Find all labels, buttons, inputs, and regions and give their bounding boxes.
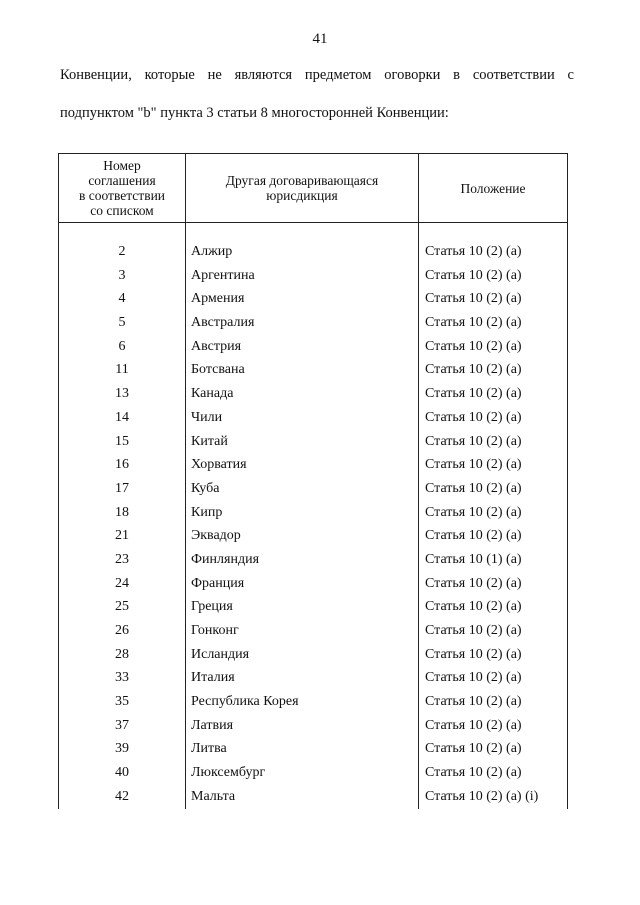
header-other-jurisdiction [186, 154, 418, 222]
provision-cell: Статья 10 (1) (a) [425, 551, 522, 567]
jurisdiction-cell: Мальта [191, 788, 236, 804]
header-provision [419, 154, 567, 222]
agreement-number-cell: 33 [115, 670, 129, 686]
jurisdiction-cell: Люксембург [191, 765, 266, 781]
header-divider [59, 222, 567, 223]
jurisdiction-cell: Греция [191, 599, 233, 615]
jurisdiction-cell: Финляндия [191, 551, 260, 567]
table-row [59, 690, 567, 714]
table-row [59, 785, 567, 809]
table-row [59, 240, 567, 264]
provision-cell: Статья 10 (2) (a) [425, 741, 522, 757]
agreement-number-cell: 13 [115, 386, 129, 402]
agreement-number-cell: 5 [118, 315, 126, 331]
agreement-number-cell: 15 [115, 433, 129, 449]
header-line: соглашения [88, 173, 156, 188]
header-line: юрисдикция [266, 188, 338, 203]
table-row [59, 453, 567, 477]
agreement-number-cell: 37 [115, 717, 129, 733]
header-agreement-number [59, 154, 185, 222]
jurisdiction-cell: Австрия [191, 338, 242, 354]
table-row [59, 761, 567, 785]
agreement-number-cell: 26 [115, 623, 129, 638]
provision-cell: Статья 10 (2) (a) [425, 575, 522, 591]
provision-cell: Статья 10 (2) (a) [425, 670, 522, 686]
jurisdiction-cell: Ботсвана [191, 362, 245, 378]
provision-cell: Статья 10 (2) (a) [425, 386, 522, 402]
agreement-number-cell: 35 [115, 694, 129, 710]
conventions-table [58, 153, 568, 809]
agreement-number-cell: 11 [115, 362, 129, 378]
header-line: Положение [460, 180, 526, 196]
table-row [59, 714, 567, 738]
jurisdiction-cell: Литва [191, 741, 227, 757]
table-row [59, 477, 567, 501]
intro-text-line-1: Конвенции, которые не являются предметом оговорки в соответствии с [60, 67, 574, 83]
table-row [59, 287, 567, 311]
table-row [59, 406, 567, 430]
provision-cell: Статья 10 (2) (a) (i) [425, 788, 539, 804]
jurisdiction-cell: Эквадор [191, 528, 241, 544]
provision-cell: Статья 10 (2) (a) [425, 433, 522, 449]
agreement-number-cell: 42 [115, 788, 129, 804]
jurisdiction-cell: Хорватия [191, 457, 247, 473]
agreement-number-cell: 40 [115, 765, 129, 781]
table-row [59, 643, 567, 667]
jurisdiction-cell: Алжир [191, 244, 233, 259]
jurisdiction-cell: Армения [191, 291, 245, 307]
jurisdiction-cell: Республика Корея [191, 694, 299, 710]
agreement-number-cell: 4 [118, 291, 126, 307]
jurisdiction-cell: Латвия [191, 717, 234, 733]
table-row [59, 666, 567, 690]
provision-cell: Статья 10 (2) (a) [425, 409, 522, 425]
provision-cell: Статья 10 (2) (a) [425, 717, 522, 733]
jurisdiction-cell: Кипр [191, 504, 223, 520]
table-row [59, 358, 567, 382]
provision-cell: Статья 10 (2) (a) [425, 315, 522, 331]
provision-cell: Статья 10 (2) (a) [425, 694, 522, 710]
table-row [59, 382, 567, 406]
agreement-number-cell: 23 [115, 551, 129, 567]
jurisdiction-cell: Франция [191, 575, 245, 591]
provision-cell: Статья 10 (2) (a) [425, 338, 522, 354]
provision-cell: Статья 10 (2) (a) [425, 457, 522, 473]
provision-cell: Статья 10 (2) (a) [425, 362, 522, 378]
agreement-number-cell: 17 [115, 480, 129, 496]
table-row [59, 501, 567, 525]
table-row [59, 737, 567, 761]
agreement-number-cell: 25 [115, 599, 129, 615]
intro-text-line-2: подпунктом "b" пункта 3 статьи 8 многосторонней Конвенции: [60, 105, 449, 121]
jurisdiction-cell: Китай [191, 433, 228, 449]
provision-cell: Статья 10 (2) (a) [425, 267, 522, 283]
agreement-number-cell: 3 [118, 267, 126, 283]
jurisdiction-cell: Аргентина [191, 267, 255, 283]
agreement-number-cell: 24 [115, 575, 129, 591]
jurisdiction-cell: Исландия [191, 646, 250, 662]
agreement-number-cell: 2 [118, 244, 126, 259]
jurisdiction-cell: Австралия [191, 315, 255, 331]
table-row [59, 524, 567, 548]
table-row [59, 264, 567, 288]
provision-cell: Статья 10 (2) (a) [425, 623, 522, 638]
agreement-number-cell: 21 [115, 528, 129, 544]
header-line: со списком [90, 203, 154, 218]
jurisdiction-cell: Куба [191, 480, 220, 496]
table-row [59, 595, 567, 619]
provision-cell: Статья 10 (2) (a) [425, 291, 522, 307]
page-number: 41 [312, 31, 328, 47]
table-row [59, 572, 567, 596]
provision-cell: Статья 10 (2) (a) [425, 765, 522, 781]
agreement-number-cell: 18 [115, 504, 129, 520]
table-row [59, 548, 567, 572]
provision-cell: Статья 10 (2) (a) [425, 480, 522, 496]
jurisdiction-cell: Чили [191, 409, 223, 425]
agreement-number-cell: 6 [118, 338, 126, 354]
table-row [59, 311, 567, 335]
jurisdiction-cell: Канада [191, 386, 234, 402]
agreement-number-cell: 28 [115, 646, 129, 662]
agreement-number-cell: 14 [115, 409, 129, 425]
table-row [59, 430, 567, 454]
agreement-number-cell: 39 [115, 741, 129, 757]
provision-cell: Статья 10 (2) (a) [425, 599, 522, 615]
header-line: Другая договаривающаяся [225, 173, 379, 188]
provision-cell: Статья 10 (2) (a) [425, 528, 522, 544]
jurisdiction-cell: Италия [191, 670, 235, 686]
header-line: Номер [103, 158, 141, 173]
provision-cell: Статья 10 (2) (a) [425, 504, 522, 520]
provision-cell: Статья 10 (2) (a) [425, 646, 522, 662]
table-row [59, 335, 567, 359]
provision-cell: Статья 10 (2) (a) [425, 244, 522, 259]
agreement-number-cell: 16 [115, 457, 129, 473]
jurisdiction-cell: Гонконг [191, 623, 239, 638]
table-row [59, 619, 567, 643]
table-body [59, 240, 567, 809]
header-line: в соответствии [78, 188, 166, 203]
